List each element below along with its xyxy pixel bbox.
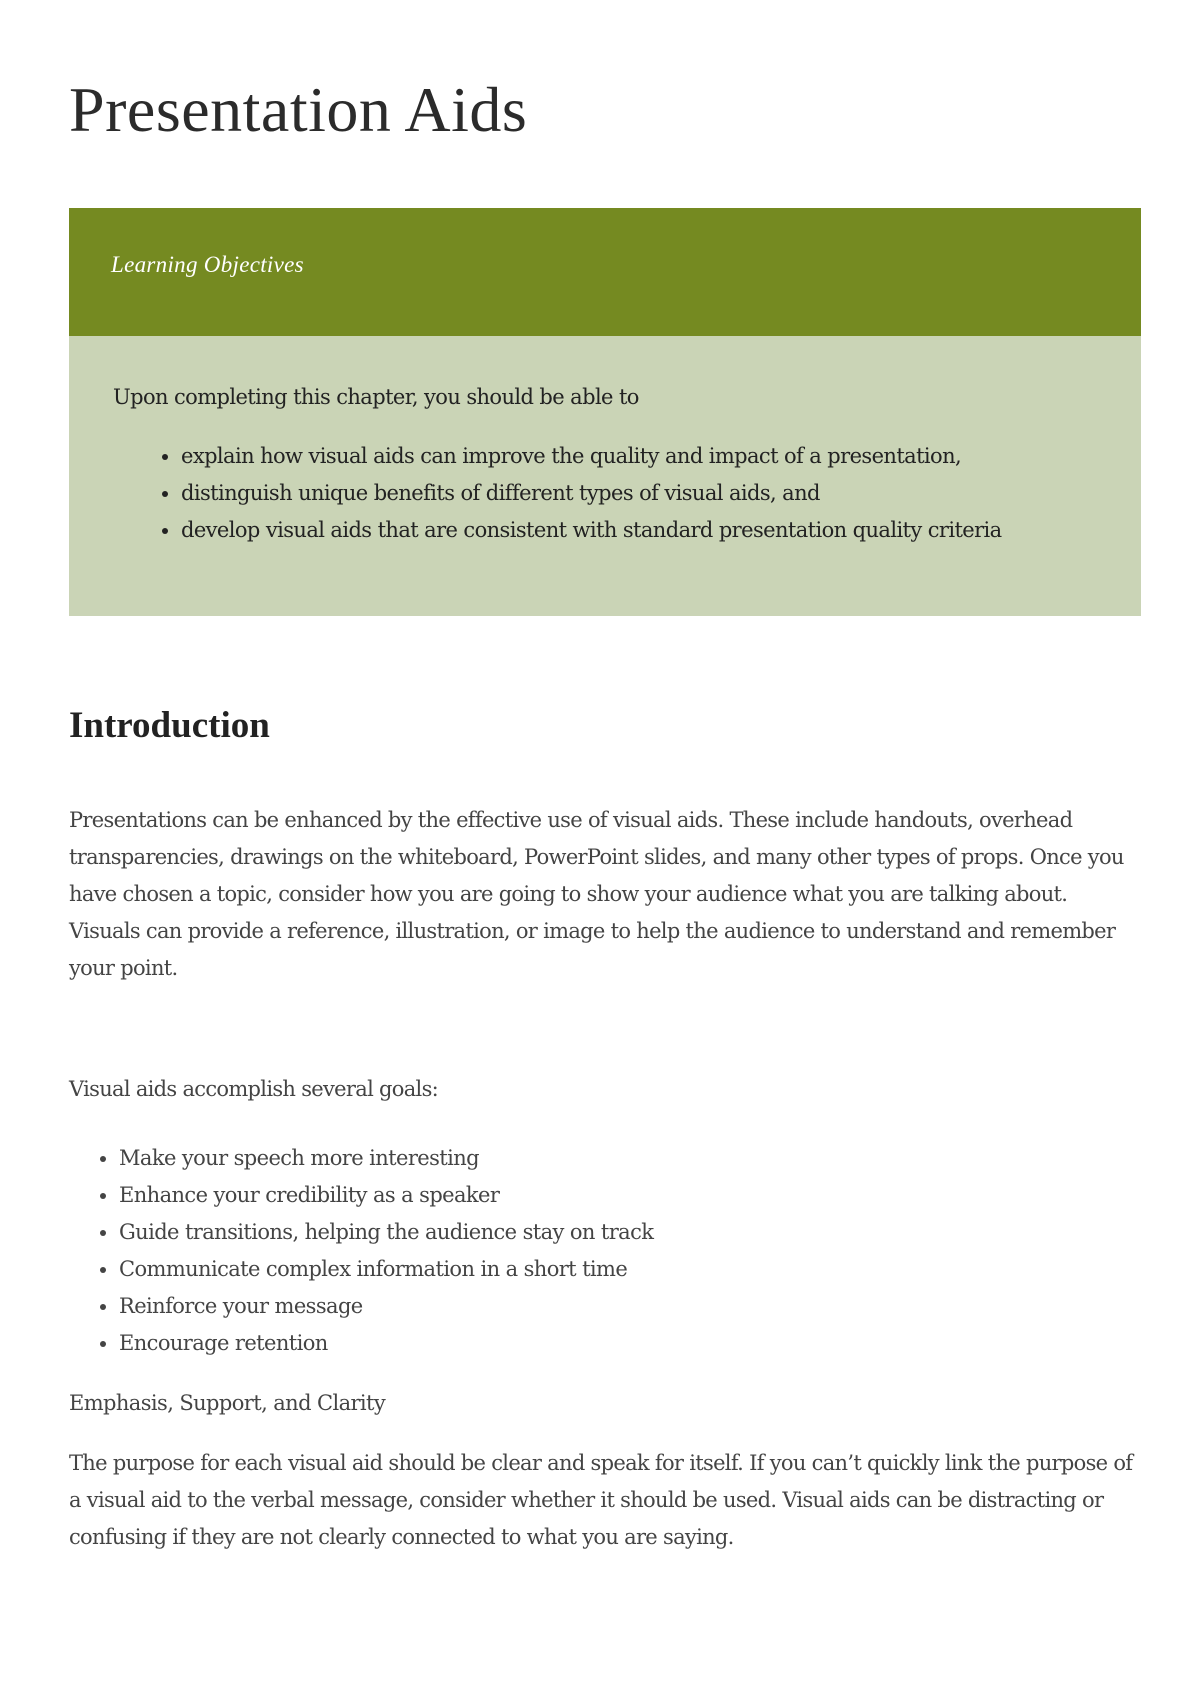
goals-intro-paragraph: Visual aids accomplish several goals: [69,1077,439,1101]
introduction-heading: Introduction [69,705,270,746]
page-title: Presentation Aids [69,74,528,145]
purpose-paragraph: The purpose for each visual aid should be clear and speak for itself. If you can’t quickly link the purpose of a visual aid to the verbal message, consider whether it should be used. Visual aids can be distracting or confusing if they are not clearly connected to what you are saying. [69,1451,1133,1549]
learning-objectives-header [69,208,1141,336]
goals-list [69,1140,1141,1362]
learning-objectives-list [113,438,1101,549]
goal-item: • Communicate complex information in a short time [119,1251,1141,1288]
introduction-paragraph: Presentations can be enhanced by the effective use of visual aids. These include handouts, overhead transparencies, drawings on the whiteboard, PowerPoint slides, and many other types of props. Once you have chosen a topic, consider how you are going to show your audience what you are talking about. Visuals can provide a reference, illustration, or image to help the audience to understand and remember your point. [69,808,1124,980]
objective-item: • develop visual aids that are consistent with standard presentation quality criteria [181,512,1101,549]
learning-objectives-label: Learning Objectives [111,252,304,277]
objective-item: • distinguish unique benefits of different types of visual aids, and [181,475,1101,512]
objective-item: • explain how visual aids can improve the quality and impact of a presentation, [181,438,1101,475]
learning-objectives-intro: Upon completing this chapter, you should be able to [113,385,639,409]
goal-item: • Encourage retention [119,1325,1141,1362]
learning-objectives-box [69,208,1141,616]
learning-objectives-body [69,336,1141,616]
document-page [69,0,1141,1556]
section-subheading: Emphasis, Support, and Clarity [69,1391,386,1415]
goal-item: • Reinforce your message [119,1288,1141,1325]
goal-item: • Make your speech more interesting [119,1140,1141,1177]
goal-item: • Guide transitions, helping the audience stay on track [119,1214,1141,1251]
goal-item: • Enhance your credibility as a speaker [119,1177,1141,1214]
